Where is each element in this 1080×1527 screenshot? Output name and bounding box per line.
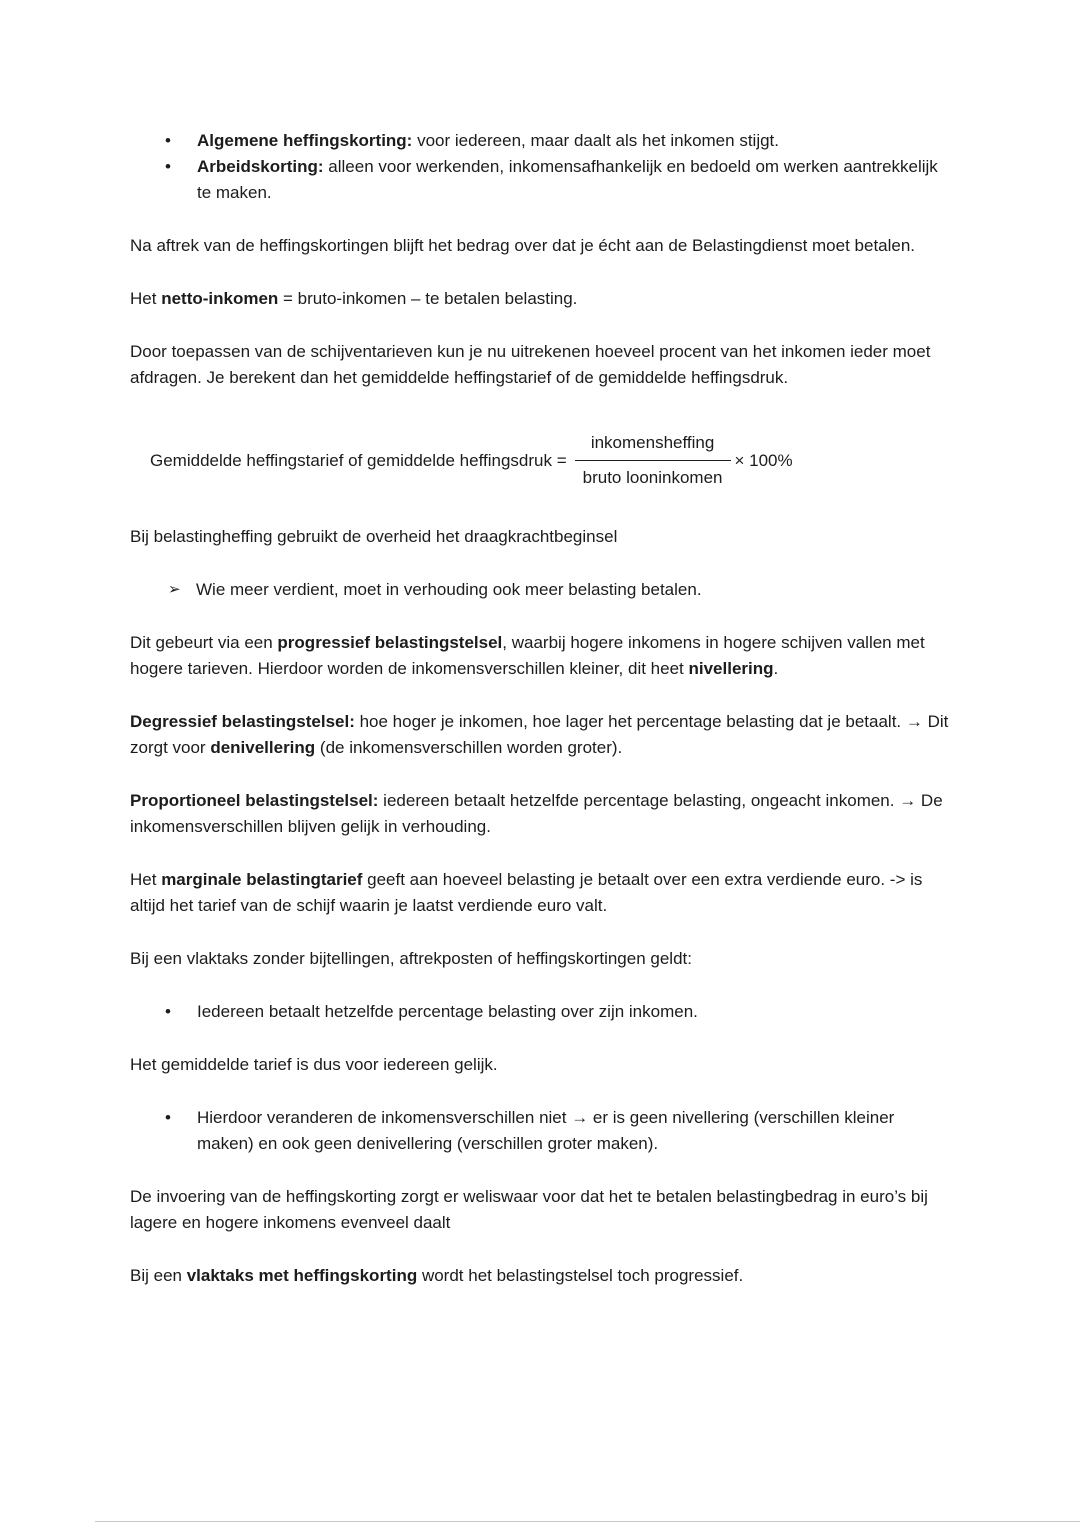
fraction-denominator: bruto looninkomen [582,468,723,487]
bullet-text: Wie meer verdient, moet in verhouding ook meer belasting betalen. [196,580,702,599]
draagkracht-arrow-list [130,577,952,603]
list-item-wie-meer-verdient [130,577,952,603]
bold-run: vlaktaks met heffingskorting [186,1266,418,1285]
text-run: Het [130,289,162,308]
paragraph-netto-inkomen [130,286,952,312]
bullet-icon: • [165,131,171,150]
formula-gemiddelde-heffingstarief [150,431,952,490]
bold-run: Proportioneel belastingstelsel: [130,791,379,810]
bullet-text [197,128,952,154]
text-run: . [773,659,779,678]
list-item-algemene-heffingskorting [130,128,952,154]
text-run: Het [130,870,162,889]
paragraph-schijventarieven: Door toepassen van de schijventarieven kun je nu uitrekenen hoeveel procent van het inkomen ieder moet afdragen. Je berekent dan het gemiddelde heffingstarief of de gemiddelde heffingsdruk. [130,342,931,387]
paragraph-vlaktaks-intro: Bij een vlaktaks zonder bijtellingen, aftrekposten of heffingskortingen geldt: [130,949,692,968]
paragraph-na-aftrek: Na aftrek van de heffingskortingen blijft het bedrag over dat je écht aan de Belastingdienst moet betalen. [130,236,916,255]
formula-lead-text: Gemiddelde heffingstarief of gemiddelde heffingsdruk = [150,450,567,470]
paragraph-gemiddeld-tarief: Het gemiddelde tarief is dus voor iedereen gelijk. [130,1055,498,1074]
text-run: wordt het belastingstelsel toch progressief. [417,1266,744,1285]
text-run: alleen voor werkenden, inkomensafhankelijk en bedoeld om werken aantrekkelijk te maken. [197,157,938,202]
paragraph-vlaktaks-met-heffingskorting [130,1263,952,1289]
bold-run: marginale belastingtarief [161,870,363,889]
paragraph-degressief [130,709,952,761]
arrow-bullet-icon: ➢ [168,581,181,598]
formula-fraction [575,431,731,490]
bullet-icon: • [165,1108,171,1127]
text-run: , waarbij hogere inkomens in hogere schijven vallen met hogere tarieven. Hierdoor worden de inkomensverschillen kleiner, dit heet [130,633,925,678]
bold-run: denivellering [210,738,316,757]
bullet-text: Hierdoor veranderen de inkomensverschillen niet → er is geen nivellering (verschillen kleiner maken) en ook geen denivellering (verschillen groter maken). [197,1108,895,1153]
text-run: Dit gebeurt via een [130,633,278,652]
paragraph-invoering-heffingskorting: De invoering van de heffingskorting zorgt er weliswaar voor dat het te betalen belastingbedrag in euro’s bij lagere en hogere inkomens evenveel daalt [130,1187,928,1232]
bold-run: Degressief belastingstelsel: [130,712,355,731]
paragraph-draagkrachtbeginsel: Bij belastingheffing gebruikt de overheid het draagkrachtbeginsel [130,527,618,546]
bold-run: Arbeidskorting: [197,157,324,176]
bullet-text: Iedereen betaalt hetzelfde percentage belasting over zijn inkomen. [197,1002,698,1021]
next-page-top-edge [95,1521,1080,1522]
bold-run: netto-inkomen [161,289,279,308]
text-run: voor iedereen, maar daalt als het inkomen stijgt. [412,131,779,150]
bullet-icon: • [165,157,171,176]
list-item-arbeidskorting [130,154,952,206]
formula-suffix-text: × 100% [734,450,793,470]
text-run: Bij een [130,1266,187,1285]
paragraph-progressief [130,630,952,682]
bold-run: nivellering [688,659,774,678]
text-run: = bruto-inkomen – te betalen belasting. [278,289,578,308]
text-run: iedereen betaalt hetzelfde percentage belasting, ongeacht inkomen. → De inkomensverschillen blijven gelijk in verhouding. [130,791,943,836]
bullet-icon: • [165,1002,171,1021]
list-item-iedereen-betaalt [130,999,952,1025]
text-run: (de inkomensverschillen worden groter). [315,738,623,757]
bullet-text [197,154,952,206]
text-run: hoe hoger je inkomen, hoe lager het percentage belasting dat je betaalt. → Dit zorgt voor [130,712,949,757]
fraction-numerator: inkomensheffing [575,431,731,461]
bold-run: progressief belastingstelsel [277,633,503,652]
heffingskorting-bullet-list [130,128,952,206]
list-item-hierdoor-veranderen [130,1105,952,1157]
text-run: geeft aan hoeveel belasting je betaalt over een extra verdiende euro. -> is altijd het tarief van de schijf waarin je laatst verdiende euro valt. [130,870,923,915]
vlaktaks-bullet-list-2 [130,1105,952,1157]
paragraph-proportioneel [130,788,952,840]
bold-run: Algemene heffingskorting: [197,131,413,150]
paragraph-marginaal-tarief [130,867,952,919]
vlaktaks-bullet-list-1 [130,999,952,1025]
